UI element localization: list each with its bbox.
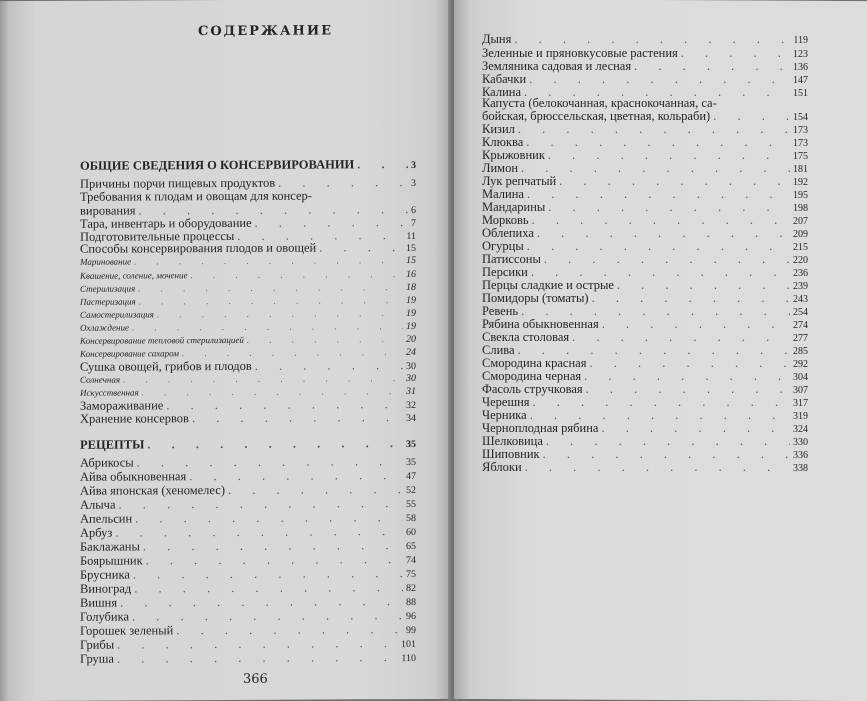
toc-entry: Морковь . . . 207 [482, 213, 808, 228]
toc-subentry: Консервирование сахаром . . . 24 [80, 347, 416, 360]
toc-entry: Мандарины . . . 198 [482, 200, 808, 215]
toc-entry: Арбуз . . . 60 [80, 524, 416, 541]
toc-entry: Подготовительные процессы . . . 11 [80, 228, 416, 245]
toc-entry: Помидоры (томаты) . . . 243 [482, 291, 808, 306]
toc-entry: Клюква . . . 173 [482, 135, 808, 150]
toc-entry: Свекла столовая . . . 277 [482, 330, 808, 345]
toc-entry: Кабачки . . . 147 [482, 72, 808, 87]
toc-entry: Груша . . . 110 [80, 650, 416, 667]
toc-entry: Черешня . . . 317 [482, 395, 808, 410]
contents-title: СОДЕРЖАНИЕ [198, 23, 334, 40]
toc-entry: Черника . . . 319 [482, 408, 808, 423]
toc-subentry: Пастеризация . . . 19 [80, 295, 416, 308]
toc-entry: Калина . . . 151 [482, 85, 808, 100]
toc-entry: Замораживание . . . 32 [80, 397, 416, 414]
toc-entry: Боярышник . . . 74 [80, 552, 416, 569]
toc-entry: Дыня . . . 119 [482, 32, 808, 47]
toc-entry: Лимон . . . 181 [482, 161, 808, 176]
toc-subentry: Самостерилизация . . . 19 [80, 308, 416, 321]
toc-entry: Смородина красная . . . 292 [482, 356, 808, 371]
toc-entry: Апельсин . . . 58 [80, 510, 416, 527]
toc-entry-line: Капуста (белокочанная, краснокочанная, са- [482, 96, 717, 110]
toc-subentry: Охлаждение . . . 19 [80, 321, 416, 334]
toc-subentry: Квашение, соление, мочение . . . 16 [80, 269, 416, 282]
toc-entry: Баклажаны . . . 65 [80, 538, 416, 555]
toc-entry: Черноплодная рябина . . . 324 [482, 421, 808, 436]
toc-entry: Причины порчи пищевых продуктов . . . 3 [80, 175, 416, 192]
toc-entry: Зеленные и пряновкусовые растения . . . 123 [482, 46, 808, 61]
toc-entry: РЕЦЕПТЫ . . . 35 [80, 436, 416, 453]
toc-entry: Абрикосы . . . 35 [80, 454, 416, 471]
toc-subentry: Искусственная . . . 31 [80, 386, 416, 399]
toc-entry: Патиссоны . . . 220 [482, 252, 808, 267]
toc-entry: Смородина черная . . . 304 [482, 369, 808, 384]
toc-entry-line: Требования к плодам и овощам для консер- [80, 188, 312, 204]
toc-subentry: Стерилизация . . . 18 [80, 282, 416, 295]
toc-entry: Вишня . . . 88 [80, 594, 416, 611]
toc-entry: Горошек зеленый . . . 99 [80, 622, 416, 639]
toc-entry: Земляника садовая и лесная . . . 136 [482, 59, 808, 74]
toc-entry: Облепиха . . . 209 [482, 226, 808, 241]
toc-entry: вирования . . . 6 [80, 202, 416, 219]
toc-entry: Фасоль стручковая . . . 307 [482, 382, 808, 397]
toc-entry: Алыча . . . 55 [80, 496, 416, 513]
toc-entry: Грибы . . . 101 [80, 636, 416, 653]
toc-entry: Рябина обыкновенная . . . 274 [482, 317, 808, 332]
toc-entry: Кизил . . . 173 [482, 122, 808, 137]
toc-entry: Брусника . . . 75 [80, 566, 416, 583]
toc-entry: Малина . . . 195 [482, 187, 808, 202]
toc-entry: Шелковица . . . 330 [482, 434, 808, 449]
toc-entry: Лук репчатый . . . 192 [482, 174, 808, 189]
toc-entry: Хранение консервов . . . 34 [80, 410, 416, 427]
toc-entry: Айва японская (хеномелес) . . . 52 [80, 482, 416, 499]
toc-entry: Ревень . . . 254 [482, 304, 808, 319]
toc-entry: Айва обыкновенная . . . 47 [80, 468, 416, 485]
toc-entry: Крыжовник . . . 175 [482, 148, 808, 163]
toc-entry: ОБЩИЕ СВЕДЕНИЯ О КОНСЕРВИРОВАНИИ . . . 3 [80, 157, 416, 174]
page-number: 366 [243, 671, 268, 687]
toc-entry: Персики . . . 236 [482, 265, 808, 280]
toc-entry: бойская, брюссельская, цветная, кольраби) . . . 154 [482, 109, 808, 124]
toc-entry: Тара, инвентарь и оборудование . . . 7 [80, 215, 416, 232]
toc-subentry: Солнечная . . . 30 [80, 373, 416, 386]
toc-subentry: Консервирование тепловой стерилизацией . . . 20 [80, 334, 416, 347]
toc-entry: Яблоки . . . 338 [482, 460, 808, 475]
toc-entry: Сушка овощей, грибов и плодов . . . 30 [80, 358, 416, 375]
toc-entry: Виноград . . . 82 [80, 580, 416, 597]
toc-entry: Огурцы . . . 215 [482, 239, 808, 254]
toc-subentry: Маринование . . . 15 [80, 255, 416, 268]
toc-entry: Перцы сладкие и острые . . . 239 [482, 278, 808, 293]
toc-entry: Слива . . . 285 [482, 343, 808, 358]
toc-entry: Шиповник . . . 336 [482, 447, 808, 462]
toc-entry: Способы консервирования плодов и овощей . . . 15 [80, 240, 416, 257]
toc-entry: Голубика . . . 96 [80, 608, 416, 625]
